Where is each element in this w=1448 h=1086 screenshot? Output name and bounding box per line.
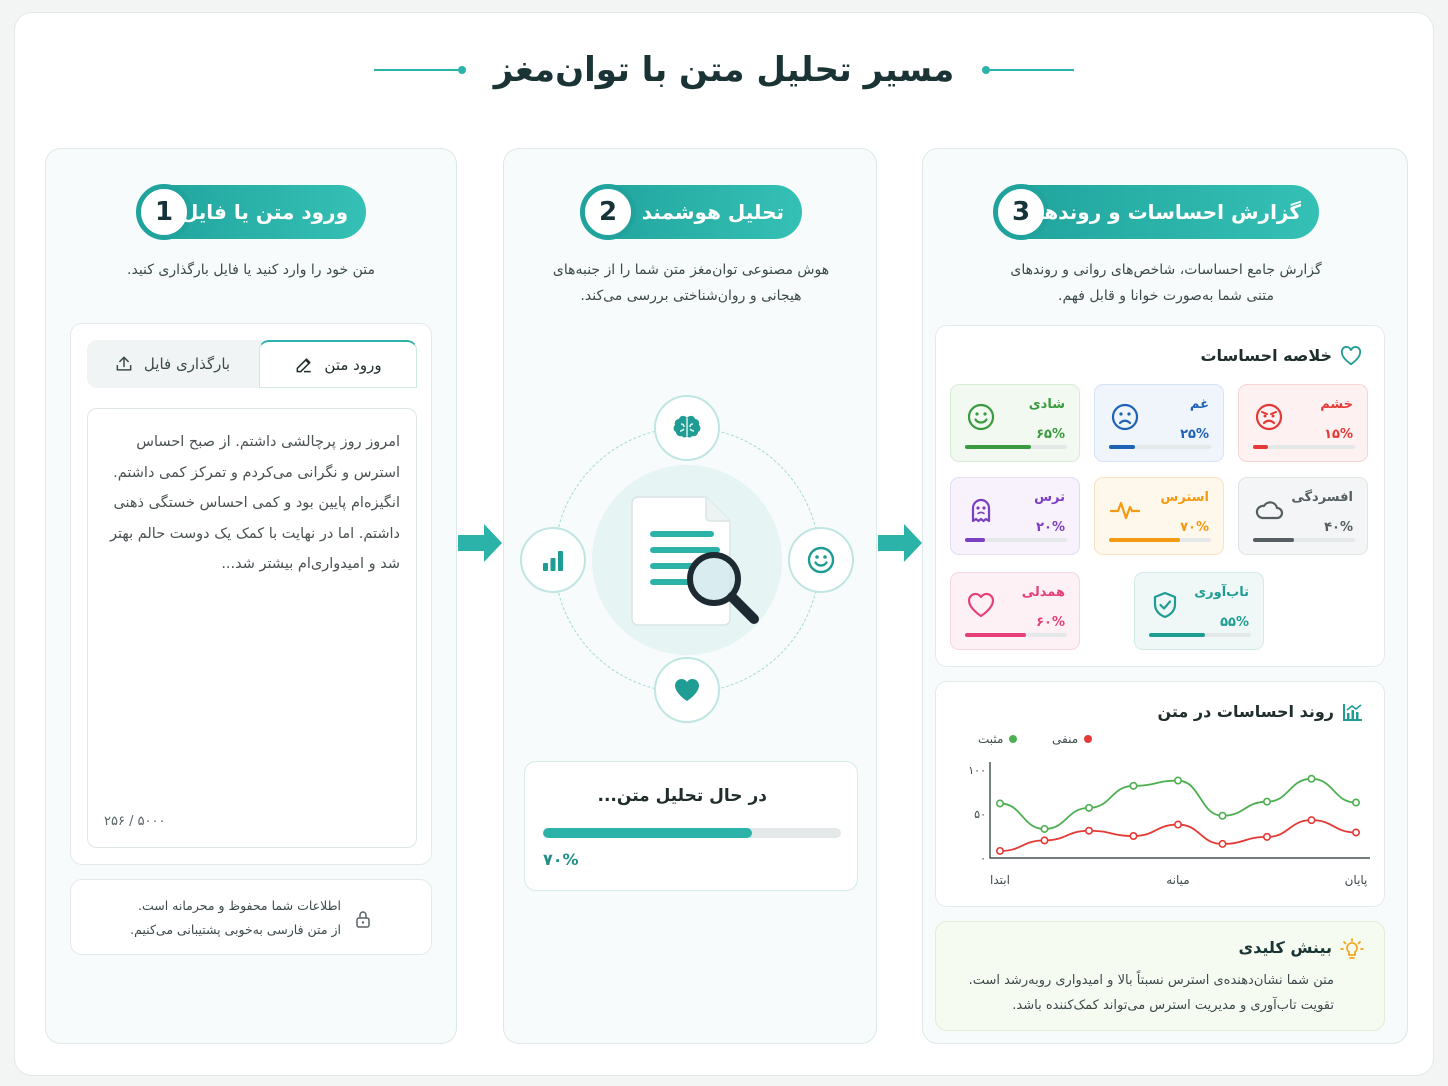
- tab-text-label: ورود متن: [324, 355, 382, 374]
- step1-description: متن خود را وارد کنید یا فایل بارگذاری کنید.: [127, 262, 375, 278]
- data-point: [997, 800, 1003, 806]
- data-point: [1219, 813, 1225, 819]
- brain-icon: [671, 412, 703, 444]
- step1-pill: [138, 185, 366, 239]
- emotion-name: همدلی: [1021, 585, 1065, 600]
- heart-icon: [671, 674, 703, 706]
- emotion-name: غم: [1189, 397, 1209, 412]
- step3-pill: [995, 185, 1319, 239]
- ghost-icon: [965, 494, 997, 526]
- emotion-card: [950, 477, 1080, 555]
- step3-label: گزارش احساسات و روندها: [1036, 200, 1301, 224]
- emotion-bar: [965, 445, 1067, 449]
- emotion-card: [950, 384, 1080, 462]
- step2-pill: [582, 185, 802, 239]
- emotion-bar: [1253, 538, 1355, 542]
- bar-chart-icon: [537, 544, 569, 576]
- data-point: [1130, 783, 1136, 789]
- step2-label: تحلیل هوشمند: [641, 200, 784, 224]
- step2-number: 2: [580, 184, 636, 240]
- emotion-bar: [965, 633, 1067, 637]
- shield-check-icon: [1149, 589, 1181, 621]
- angry-face-icon: [1253, 401, 1285, 433]
- brain-icon-badge: [654, 395, 720, 461]
- analysis-progress-card: [524, 761, 858, 891]
- insight-title: بینش کلیدی: [1238, 938, 1332, 957]
- progress-title: در حال تحلیل متن...: [597, 786, 767, 806]
- emotion-bar-fill: [1253, 538, 1294, 542]
- lightbulb-icon: [1340, 938, 1364, 962]
- data-point: [1308, 776, 1314, 782]
- cloud-icon: [1253, 494, 1285, 526]
- emotion-percent: ۶۵%: [1036, 427, 1065, 442]
- emotion-percent: ۲۵%: [1180, 427, 1209, 442]
- emotion-percent: ۵۵%: [1220, 615, 1249, 630]
- progress-value: ۷۰%: [543, 850, 579, 869]
- document-search-icon: [628, 493, 764, 629]
- emotion-bar-fill: [965, 445, 1031, 449]
- trend-title: روند احساسات در متن: [1157, 702, 1334, 721]
- emotion-name: خشم: [1320, 397, 1353, 412]
- trend-line-chart: [936, 682, 1386, 908]
- x-tick-label: ابتدا: [990, 873, 1010, 887]
- lock-icon: [355, 910, 371, 928]
- emotion-bar: [1109, 538, 1211, 542]
- y-tick-label: ۵۰: [974, 808, 986, 821]
- step3-panel: [922, 148, 1408, 1044]
- emotion-card: [1094, 477, 1224, 555]
- data-point: [1041, 837, 1047, 843]
- data-point: [1041, 826, 1047, 832]
- emotion-bar-fill: [1253, 445, 1268, 449]
- heart-icon: [965, 589, 997, 621]
- step2-description-line-1: هوش مصنوعی توان‌مغز متن شما را از جنبه‌های: [552, 262, 830, 278]
- step3-description-line-2: متنی شما به‌صورت خوانا و قابل فهم.: [1058, 288, 1274, 304]
- y-tick-label: ۱۰۰: [968, 764, 986, 777]
- privacy-line-2: از متن فارسی به‌خوبی پشتیبانی می‌کنیم.: [130, 922, 341, 937]
- legend-positive-label: مثبت: [978, 732, 1004, 746]
- emotion-bar: [1253, 445, 1355, 449]
- data-point: [1308, 817, 1314, 823]
- data-point: [1353, 799, 1359, 805]
- flow-arrow-icon: [876, 522, 924, 564]
- character-counter: ۲۵۶ / ۵۰۰۰: [104, 814, 166, 829]
- data-point: [1264, 798, 1270, 804]
- emotion-name: تاب‌آوری: [1194, 585, 1249, 600]
- step2-description: [514, 257, 868, 309]
- heart-icon-badge: [654, 657, 720, 723]
- step1-label: ورود متن یا فایل: [180, 200, 348, 224]
- data-point: [1264, 834, 1270, 840]
- insight-line-2: تقویت تاب‌آوری و مدیریت استرس می‌تواند کمک‌کننده باشد.: [1012, 998, 1334, 1013]
- input-card: [70, 323, 432, 865]
- step1-number: 1: [136, 184, 192, 240]
- emotion-bar-fill: [1149, 633, 1205, 637]
- emotion-card: [1134, 572, 1264, 650]
- title-decoration-right: [982, 66, 1074, 74]
- tab-text-input[interactable]: [259, 340, 417, 388]
- insight-line-1: متن شما نشان‌دهنده‌ی استرس نسبتاً بالا و امیدواری رو‌به‌رشد است.: [968, 973, 1334, 988]
- trend-chart-card: [935, 681, 1385, 907]
- privacy-text: [101, 894, 341, 942]
- emotion-percent: ۷۰%: [1180, 520, 1209, 535]
- step2-panel: [503, 148, 877, 1044]
- tab-upload-file[interactable]: [87, 340, 257, 388]
- progress-fill: [543, 828, 752, 838]
- x-tick-label: میانه: [1166, 873, 1190, 887]
- emotion-name: شادی: [1028, 397, 1065, 412]
- legend-negative-label: منفی: [1052, 732, 1079, 746]
- input-tabs: [87, 340, 417, 388]
- privacy-line-1: اطلاعات شما محفوظ و محرمانه است.: [138, 898, 341, 913]
- pulse-icon: [1109, 494, 1141, 526]
- heart-outline-icon: [1340, 346, 1362, 366]
- step3-number: 3: [993, 184, 1049, 240]
- step2-description-line-2: هیجانی و روان‌شناختی بررسی می‌کند.: [580, 288, 802, 304]
- step1-panel: [45, 148, 457, 1044]
- smile-icon-badge: [788, 527, 854, 593]
- sad-face-icon: [1109, 401, 1141, 433]
- emotion-card: [1238, 477, 1368, 555]
- step3-description: [933, 257, 1399, 309]
- text-input-area[interactable]: [87, 408, 417, 848]
- bar-chart-icon-badge: [520, 527, 586, 593]
- data-point: [1175, 821, 1181, 827]
- emotion-name: ترس: [1034, 490, 1065, 505]
- emotion-bar-fill: [965, 538, 985, 542]
- emotion-bar-fill: [1109, 538, 1180, 542]
- emotion-bar-fill: [965, 633, 1026, 637]
- emotion-bar: [1149, 633, 1251, 637]
- data-point: [1086, 828, 1092, 834]
- happy-face-icon: [965, 401, 997, 433]
- y-tick-label: ۰: [980, 852, 986, 865]
- emotion-bar-fill: [1109, 445, 1135, 449]
- emotion-percent: ۱۵%: [1324, 427, 1353, 442]
- title-decoration-left: [374, 66, 466, 74]
- data-point: [1175, 777, 1181, 783]
- data-point: [1130, 833, 1136, 839]
- smile-icon: [805, 544, 837, 576]
- step3-description-line-1: گزارش جامع احساسات، شاخص‌های روانی و روندهای: [1010, 262, 1322, 278]
- emotion-percent: ۲۰%: [1036, 520, 1065, 535]
- data-point: [1219, 841, 1225, 847]
- flow-arrow-icon: [456, 522, 504, 564]
- progress-track: [543, 828, 841, 838]
- header: [0, 50, 1448, 90]
- emotion-percent: ۴۰%: [1324, 520, 1353, 535]
- data-point: [997, 848, 1003, 854]
- emotion-summary-card: [935, 325, 1385, 667]
- emotion-card: [1238, 384, 1368, 462]
- data-point: [1353, 829, 1359, 835]
- x-tick-label: پایان: [1344, 873, 1368, 887]
- emotion-name: استرس: [1160, 490, 1209, 505]
- upload-icon: [114, 354, 134, 374]
- emotion-card: [950, 572, 1080, 650]
- emotion-bar: [965, 538, 1067, 542]
- page-title: مسیر تحلیل متن با توان‌مغز: [493, 50, 955, 90]
- emotion-percent: ۶۰%: [1036, 615, 1065, 630]
- text-input-value: امروز روز پرچالشی داشتم. از صبح احساس استرس و نگرانی می‌کردم و تمرکز کمی داشتم. انگیزه‌ام پایین بود و کمی احساس خستگی ذهنی داشتم. اما در نهایت با کمک یک دوست حالم بهتر شد و امیدواری‌ام بیشتر شد...: [110, 434, 400, 572]
- emotion-card: [1094, 384, 1224, 462]
- emotion-bar: [1109, 445, 1211, 449]
- data-point: [1086, 805, 1092, 811]
- tab-upload-label: بارگذاری فایل: [143, 355, 231, 373]
- pencil-icon: [294, 355, 314, 375]
- insight-text: [944, 968, 1334, 1018]
- summary-title: خلاصه احساسات: [1200, 346, 1332, 365]
- privacy-note: [70, 879, 432, 955]
- key-insight-card: [935, 921, 1385, 1031]
- emotion-name: افسردگی: [1291, 490, 1353, 505]
